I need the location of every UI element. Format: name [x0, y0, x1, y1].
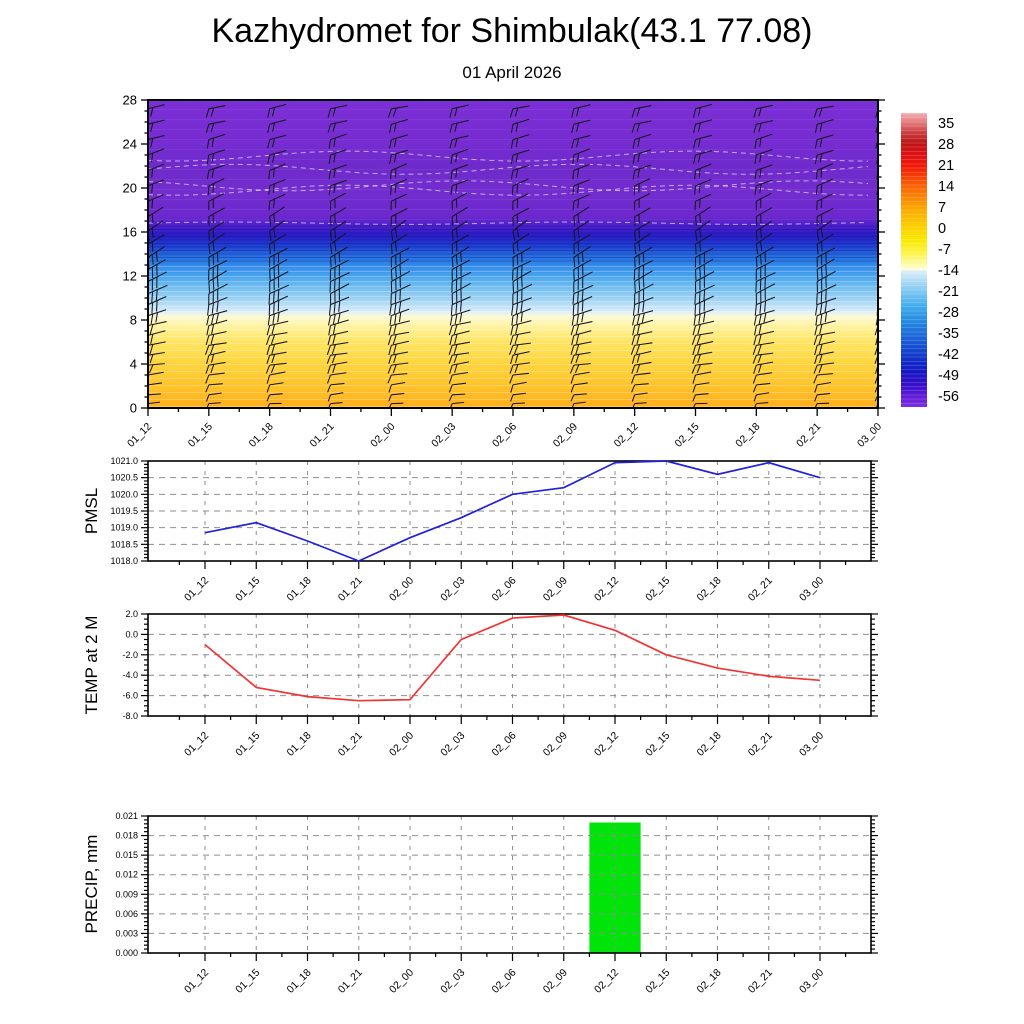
time-axis-label: 02_09 [550, 420, 580, 450]
time-axis-label: 01_21 [335, 574, 365, 604]
colorbar-tick-label: -28 [938, 304, 959, 321]
time-axis-label: 02_12 [591, 729, 622, 759]
time-axis-label: 02_15 [643, 729, 673, 759]
pmsl-gridlines [148, 461, 871, 561]
time-axis-label: 02_21 [745, 729, 775, 759]
time-axis-label: 02_09 [540, 574, 570, 604]
cross-section-inner [145, 104, 897, 409]
temp2m-ytick-label: 0.0 [125, 629, 138, 640]
cross-section-ytick-label: 12 [122, 268, 137, 284]
time-axis-label: 02_00 [386, 966, 417, 996]
time-axis-label: 02_03 [438, 966, 468, 996]
page-title: Kazhydromet for Shimbulak(43.1 77.08) [211, 12, 813, 50]
colorbar-tick-label: -42 [938, 346, 959, 363]
precip-ytick-label: 0.015 [115, 850, 138, 861]
precip-chart [88, 800, 908, 1012]
time-axis-label: 01_18 [284, 729, 314, 759]
colorbar-tick-label: 28 [938, 136, 955, 153]
time-axis-label: 02_03 [429, 420, 459, 450]
cross-section-frame [148, 100, 878, 408]
time-axis-label: 01_15 [233, 574, 263, 604]
time-axis-label: 01_18 [284, 966, 314, 996]
cross-section-ytick-label: 28 [122, 92, 137, 108]
temp2m-ytick-label: -8.0 [122, 711, 138, 721]
colorbar-tick-label: -7 [938, 241, 951, 258]
time-axis-label: 01_18 [246, 420, 276, 450]
time-axis-label: 02_06 [489, 420, 520, 450]
time-axis-label: 01_18 [284, 574, 314, 604]
time-axis-label: 03_00 [796, 574, 827, 604]
precip-ytick-label: 0.021 [115, 811, 138, 821]
precip-axes [141, 816, 878, 961]
time-axis-label: 01_15 [233, 966, 263, 996]
time-axis-label: 01_15 [233, 729, 263, 759]
colorbar-tick-label: -49 [938, 367, 959, 384]
cross-section-ytick-label: 20 [122, 180, 137, 196]
temp2m-ytick-label: -2.0 [122, 649, 138, 660]
time-axis-label: 02_18 [694, 574, 724, 604]
time-axis-label: 02_21 [745, 574, 775, 604]
cross-section-axes-and-wind-barbs [88, 92, 908, 472]
time-axis-label: 01_12 [181, 574, 212, 604]
pmsl-ytick-label: 1019.0 [110, 522, 138, 533]
time-axis-label: 02_00 [386, 729, 417, 759]
cross-section-ytick-label: 8 [129, 312, 137, 328]
cross-section-ytick-label: 4 [129, 356, 137, 372]
colorbar-tick-label: 14 [938, 178, 955, 195]
time-axis-label: 02_21 [745, 966, 775, 996]
time-axis-label: 02_15 [643, 966, 673, 996]
wind-barbs-layer [145, 104, 897, 409]
time-axis-label: 02_03 [438, 729, 468, 759]
page-subtitle: 01 April 2026 [462, 63, 562, 82]
precip-ytick-label: 0.003 [115, 928, 138, 939]
time-axis-label: 02_18 [733, 420, 763, 450]
pmsl-ytick-label: 1020.5 [110, 472, 138, 483]
precip-ytick-label: 0.009 [115, 889, 138, 900]
time-axis-label: 02_00 [368, 420, 398, 450]
pmsl-ytick-label: 1020.0 [110, 489, 138, 500]
time-axis-label: 02_06 [489, 729, 519, 759]
colorbar-tick-label: -35 [938, 325, 959, 342]
time-axis-label: 02_21 [794, 420, 824, 450]
time-axis-label: 03_00 [854, 420, 885, 450]
time-axis-label: 02_06 [489, 966, 519, 996]
time-axis-label: 01_21 [335, 729, 365, 759]
pmsl-ytick-label: 1018.0 [110, 556, 138, 566]
colorbar-tick-label: 0 [938, 220, 947, 237]
time-axis-label: 01_12 [181, 966, 212, 996]
temperature-colorbar-banding [901, 113, 927, 407]
precip-ytick-label: 0.012 [115, 869, 138, 880]
precip-ylabel: PRECIP, mm [82, 834, 101, 934]
temp2m-gridlines [148, 614, 871, 716]
time-axis-label: 02_12 [591, 574, 622, 604]
cross-section-ytick-label: 24 [122, 136, 137, 152]
time-axis-label: 02_06 [489, 574, 519, 604]
precip-ytick-label: 0.006 [115, 908, 138, 919]
precip-ytick-label: 0.000 [115, 948, 138, 958]
time-axis-label: 02_18 [694, 729, 724, 759]
precip-gridlines [148, 816, 871, 953]
time-axis-label: 01_21 [307, 420, 337, 450]
colorbar-tick-label: 7 [938, 199, 947, 216]
time-axis-label: 03_00 [796, 966, 827, 996]
colorbar-tick-label: -56 [938, 388, 959, 405]
time-axis-label: 03_00 [796, 729, 827, 759]
time-axis-label: 02_12 [591, 966, 622, 996]
temp2m-ytick-label: 2.0 [125, 609, 138, 619]
time-axis-label: 01_12 [124, 420, 155, 450]
time-axis-label: 02_15 [643, 574, 673, 604]
temp-chart [88, 598, 908, 768]
time-axis-label: 02_12 [611, 420, 641, 450]
colorbar-tick-label: 35 [938, 115, 955, 132]
colorbar-tick-label: -14 [938, 262, 959, 279]
cross-section-ytick-label: 16 [122, 224, 137, 240]
precip-ytick-label: 0.018 [115, 830, 138, 841]
time-axis-label: 01_15 [185, 420, 215, 450]
pmsl-ytick-label: 1021.0 [110, 456, 138, 466]
time-axis-label: 02_18 [694, 966, 724, 996]
time-axis-label: 02_09 [540, 966, 570, 996]
time-axis-label: 01_12 [181, 729, 212, 759]
colorbar-tick-label: -21 [938, 283, 959, 300]
temp2m-ytick-label: -6.0 [122, 690, 138, 701]
cross-section-ytick-label: 0 [129, 400, 137, 416]
pmsl-ytick-label: 1019.5 [110, 506, 138, 516]
time-axis-label: 02_03 [438, 574, 468, 604]
time-axis-label: 02_00 [386, 574, 417, 604]
time-axis-label: 01_21 [335, 966, 365, 996]
temp2m-axes [141, 614, 878, 724]
time-axis-label: 02_15 [672, 420, 702, 450]
time-axis-label: 02_09 [540, 729, 570, 759]
temp2m-ytick-label: -4.0 [122, 670, 138, 681]
colorbar-tick-label: 21 [938, 157, 955, 174]
pmsl-ytick-label: 1018.5 [110, 539, 138, 550]
contour-line [148, 222, 868, 224]
temp-ylabel: TEMP at 2 M [82, 615, 101, 715]
pmsl-chart [88, 444, 908, 614]
pmsl-ylabel: PMSL [82, 487, 101, 535]
